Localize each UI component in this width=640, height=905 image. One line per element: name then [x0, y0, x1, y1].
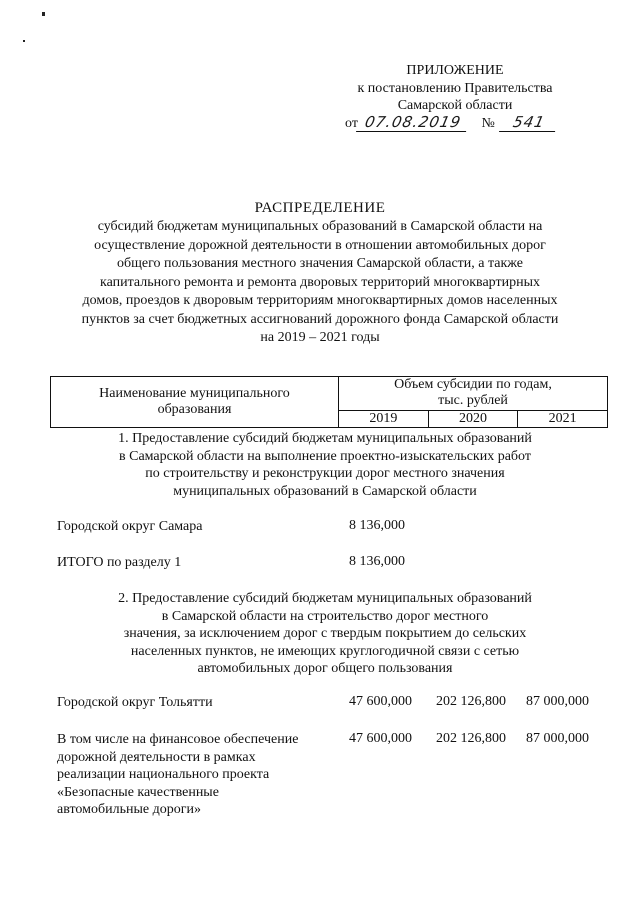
number-label: №: [481, 116, 495, 131]
subtitle-line: общего пользования местного значения Самарской области, а также: [116, 256, 524, 271]
value-2019: 8 136,000: [349, 518, 405, 533]
row-label-line: автомобильные дороги»: [57, 802, 201, 817]
subtitle-line: пунктов за счет бюджетных ассигнований дорожного фонда Самарской области: [81, 311, 559, 327]
row-label-line: «Безопасные качественные: [57, 784, 219, 800]
row-label-line: В том числе на финансовое обеспечение: [57, 732, 299, 747]
value-2019: 47 600,000: [349, 694, 412, 709]
section-title-line: населенных пунктов, не имеющих круглогодичной связи с сетью: [130, 643, 520, 659]
from-label: от: [345, 116, 358, 131]
value-2020: 202 126,800: [436, 731, 506, 746]
document-subtitle: [55, 218, 585, 348]
header-year-2020: 2020: [428, 410, 518, 427]
document-title: РАСПРЕДЕЛЕНИЕ: [254, 200, 386, 216]
row-label: [57, 694, 213, 712]
table-header: [50, 376, 608, 428]
row-label-line: реализации национального проекта: [57, 767, 270, 782]
scan-speck: [23, 40, 25, 42]
handwritten-number: 541: [499, 113, 559, 132]
subtitle-line: капитального ремонта и ремонта дворовых территорий многоквартирных: [99, 274, 541, 290]
handwritten-date: 07.08.2019: [356, 113, 470, 132]
subtitle-line: субсидий бюджетам муниципальных образований в Самарской области на: [97, 219, 543, 234]
section-title-line: в Самарской области на строительство дорог местного: [161, 608, 489, 624]
header-volume-line: тыс. рублей: [438, 393, 508, 409]
row-label: [57, 731, 298, 819]
section-title-line: значения, за исключением дорог с твердым покрытием до сельских: [123, 626, 527, 641]
value-2019: 47 600,000: [349, 731, 412, 746]
header-volume-cell: [339, 377, 608, 411]
row-label-line: Городской округ Тольятти: [57, 695, 213, 710]
section-title-line: муниципальных образований в Самарской области: [173, 483, 477, 499]
section-title-line: по строительству и реконструкции дорог местного значения: [145, 466, 505, 481]
section-title-line: 2. Предоставление субсидий бюджетам муниципальных образований: [118, 591, 532, 606]
section-title-line: автомобильных дорог общего пользования: [197, 661, 453, 676]
decree-date-number: [345, 113, 557, 132]
section-title-line: 1. Предоставление субсидий бюджетам муниципальных образований: [118, 431, 532, 446]
section-1-title: [90, 430, 560, 500]
section-2-title: [90, 590, 560, 678]
header-volume-line: Объем субсидии по годам,: [394, 377, 552, 393]
annex-line-1: к постановлению Правительства: [357, 81, 553, 96]
header-year-2021: 2021: [518, 410, 608, 427]
value-2019: 8 136,000: [349, 554, 405, 569]
value-2021: 87 000,000: [526, 731, 589, 746]
annex-title: ПРИЛОЖЕНИЕ: [406, 63, 504, 78]
header-name-line: Наименование муниципального: [99, 386, 290, 401]
subtitle-line: осуществление дорожной деятельности в отношении автомобильных дорог: [94, 237, 546, 253]
scan-speck: [42, 12, 45, 16]
row-label: ИТОГО по разделу 1: [57, 555, 182, 570]
header-name-cell: [51, 377, 339, 428]
annex-line-2: Самарской области: [397, 98, 513, 113]
section-title-line: в Самарской области на выполнение проектно-изыскательских работ: [119, 448, 531, 464]
row-label-line: дорожной деятельности в рамках: [57, 749, 256, 765]
value-2020: 202 126,800: [436, 694, 506, 709]
subtitle-line: на 2019 – 2021 годы: [260, 330, 380, 345]
header-year-2019: 2019: [339, 410, 429, 427]
subtitle-line: домов, проездов к дворовым территориям многоквартирных домов населенных: [82, 293, 558, 308]
row-label: Городской округ Самара: [57, 519, 203, 534]
value-2021: 87 000,000: [526, 694, 589, 709]
header-name-line: образования: [157, 402, 232, 417]
